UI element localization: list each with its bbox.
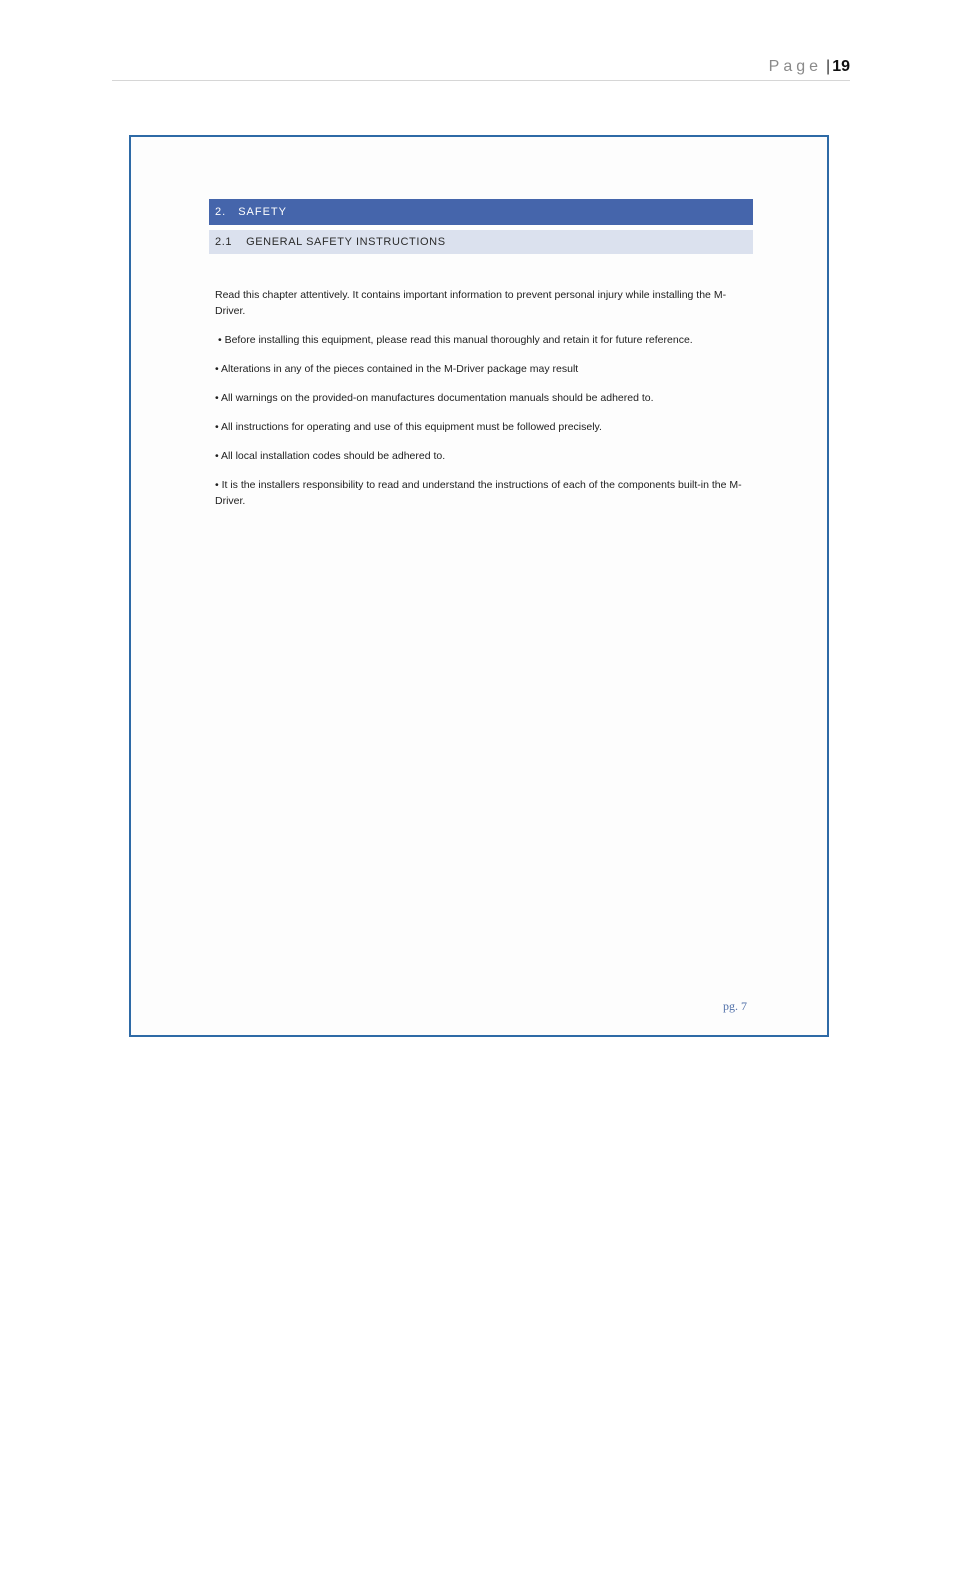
page-separator: | — [826, 58, 831, 75]
section-number: 2. — [215, 206, 227, 218]
subsection-title: GENERAL SAFETY INSTRUCTIONS — [246, 236, 446, 248]
page-label: Page — [768, 58, 823, 75]
instruction-item: • It is the installers responsibility to read and understand the instructions of each of the components built-in the M-Driver. — [215, 479, 742, 507]
section-heading — [209, 199, 753, 225]
page-number: 19 — [832, 58, 850, 75]
instruction-item: • Alterations in any of the pieces contained in the M-Driver package may result — [215, 363, 579, 375]
subsection-number: 2.1 — [215, 236, 233, 248]
instruction-item: • All warnings on the provided-on manufactures documentation manuals should be adhered to. — [215, 392, 654, 404]
instruction-item: • All instructions for operating and use of this equipment must be followed precisely. — [215, 421, 602, 433]
page-header — [112, 56, 850, 81]
intro-paragraph: Read this chapter attentively. It contains important information to prevent personal injury while installing the M-Driver. — [215, 289, 727, 317]
inner-page-number: pg. 7 — [723, 999, 747, 1013]
safety-instructions-body — [215, 287, 749, 522]
section-title: SAFETY — [238, 206, 287, 218]
instruction-item: • All local installation codes should be adhered to. — [215, 450, 446, 462]
subsection-heading — [209, 230, 753, 254]
embedded-page-frame — [129, 135, 829, 1037]
instruction-item: • Before installing this equipment, please read this manual thoroughly and retain it for future reference. — [218, 334, 693, 346]
